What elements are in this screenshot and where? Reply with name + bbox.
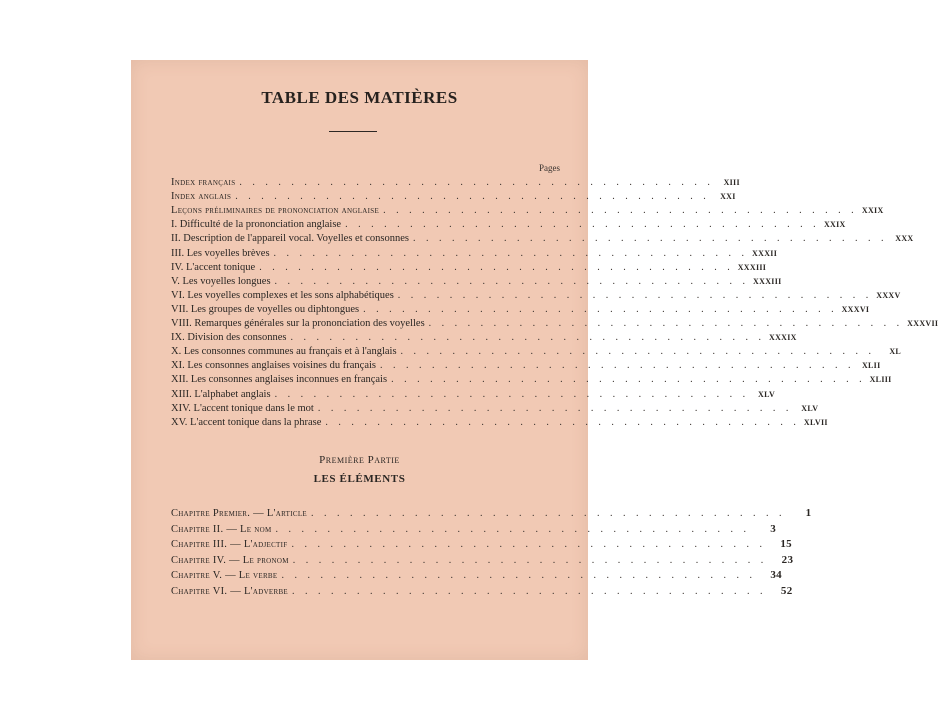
toc-entry (171, 373, 892, 386)
entry-label: XI. Les consonnes anglaises voisines du français (171, 360, 376, 372)
leader-dots: . . . . . . . . . . . . . . . . . . . . . . . . . . . . . . . . . . . . . (291, 539, 766, 551)
leader-dots: . . . . . . . . . . . . . . . . . . . . . . . . . . . . . . . . . . . . . (292, 586, 767, 597)
entry-label: IX. Division des consonnes (171, 332, 287, 344)
entry-label: VI. Les voyelles complexes et les sons alphabétiques (171, 289, 394, 301)
leader-dots: . . . . . . . . . . . . . . . . . . . . . . . . . . . . . . . . . . . . . (274, 388, 750, 400)
pages-column-header: Pages (539, 163, 560, 173)
entry-label: I. Difficulté de la prononciation anglaise (171, 219, 342, 231)
entry-label: Chapitre III. — L'adjectif (171, 539, 288, 551)
leader-dots: . . . . . . . . . . . . . . . . . . . . . . . . . . . . . . . . . . . . . (239, 177, 714, 188)
entry-label: V. Les voyelles longues (171, 275, 271, 287)
leader-dots: . . . . . . . . . . . . . . . . . . . . . . . . . . . . . . . . . . . . . (310, 508, 786, 519)
section-title: LES ÉLÉMENTS (313, 473, 406, 485)
leader-dots: . . . . . . . . . . . . . . . . . . . . . . . . . . . . . . . . . . . . . (412, 233, 888, 245)
toc-entry (171, 176, 740, 189)
entry-page-number: 1 (805, 507, 812, 519)
entry-page-number: XXI (720, 192, 736, 202)
entry-page-number: XXXVI (841, 304, 870, 314)
leader-dots: . . . . . . . . . . . . . . . . . . . . . . . . . . . . . . . . . . . . . (363, 303, 838, 315)
leader-dots: . . . . . . . . . . . . . . . . . . . . . . . . . . . . . . . . . . . . . (275, 523, 751, 535)
entry-label: VIII. Remarques générales sur la prononciation des voyelles (171, 318, 425, 329)
leader-dots: . . . . . . . . . . . . . . . . . . . . . . . . . . . . . . . . . . . . . (281, 570, 756, 582)
entry-page-number: XXXVII (907, 319, 938, 328)
leader-dots: . . . . . . . . . . . . . . . . . . . . . . . . . . . . . . . . . . . . . (292, 554, 768, 566)
leader-dots: . . . . . . . . . . . . . . . . . . . . . . . . . . . . . . . . . . . . . (400, 346, 876, 358)
chapter-entry (171, 538, 792, 551)
toc-entry (171, 247, 778, 260)
entry-page-number: XXXIII (737, 262, 767, 272)
leader-dots: . . . . . . . . . . . . . . . . . . . . . . . . . . . . . . . . . . . . . (274, 275, 750, 287)
leader-dots: . . . . . . . . . . . . . . . . . . . . . . . . . . . . . . . . . . . . . (345, 219, 820, 231)
chapter-entry (171, 522, 777, 536)
toc-entry (171, 275, 782, 288)
toc-entry (171, 345, 902, 358)
toc-entry (171, 416, 828, 429)
leader-dots: . . . . . . . . . . . . . . . . . . . . . . . . . . . . . . . . . . . . . (391, 374, 866, 386)
leader-dots: . . . . . . . . . . . . . . . . . . . . . . . . . . . . . . . . . . . . . (317, 402, 793, 414)
leader-dots: . . . . . . . . . . . . . . . . . . . . . . . . . . . . . . . . . . . . . (380, 360, 855, 372)
entry-page-number: XXXIII (753, 276, 782, 286)
title-rule (329, 131, 377, 132)
entry-label: Chapitre II. — Le nom (171, 523, 272, 535)
chapter-entry (171, 569, 782, 582)
entry-page-number: 34 (770, 569, 782, 582)
entry-label: XII. Les consonnes anglaises inconnues en français (171, 374, 388, 386)
entry-label: XIV. L'accent tonique dans le mot (171, 402, 314, 414)
entry-page-number: 52 (780, 585, 793, 597)
entry-label: IV. L'accent tonique (171, 261, 256, 273)
leader-dots: . . . . . . . . . . . . . . . . . . . . . . . . . . . . . . . . . . . . . (290, 332, 765, 344)
entry-label: III. Les voyelles brèves (171, 247, 270, 259)
entry-page-number: XLII (861, 361, 881, 371)
toc-entry (171, 402, 819, 415)
entry-page-number: XXIX (861, 206, 884, 216)
toc-entry (171, 359, 881, 372)
entry-page-number: 3 (770, 522, 777, 535)
entry-page-number: XXX (895, 234, 914, 244)
part-title (131, 454, 588, 466)
chapter-entry (171, 507, 812, 520)
leader-dots: . . . . . . . . . . . . . . . . . . . . . . . . . . . . . . . . . . . . . (325, 416, 800, 428)
entry-page-number: XXXV (876, 290, 901, 300)
entry-label: Index anglais (171, 191, 232, 203)
entry-label: II. Description de l'appareil vocal. Voyelles et consonnes (171, 233, 409, 245)
chapter-entry (171, 585, 793, 598)
toc-entry (171, 289, 901, 302)
toc-entry (171, 303, 870, 316)
toc-entry (171, 204, 884, 217)
entry-page-number: 15 (780, 538, 792, 551)
entry-page-number: XIII (723, 178, 740, 187)
entry-page-number: XLV (801, 403, 819, 413)
entry-page-number: XXIX (823, 220, 846, 230)
toc-entry (171, 331, 797, 344)
chapter-entry (171, 553, 794, 567)
leader-dots: . . . . . . . . . . . . . . . . . . . . . . . . . . . . . . . . . . . . . (397, 289, 873, 301)
entry-label: Index français (171, 177, 236, 188)
entry-label: Leçons préliminaires de prononciation anglaise (171, 205, 380, 217)
entry-page-number: XLIII (869, 375, 892, 385)
entry-label: Chapitre VI. — L'adverbe (171, 586, 289, 597)
entry-label: Chapitre Premier. — L'article (171, 508, 307, 519)
leader-dots: . . . . . . . . . . . . . . . . . . . . . . . . . . . . . . . . . . . . . (383, 205, 858, 217)
entry-label: Chapitre V. — Le verbe (171, 570, 278, 582)
entry-label: Chapitre IV. — Le pronom (171, 554, 289, 566)
toc-entry (171, 232, 914, 245)
entry-page-number: XL (889, 347, 902, 357)
toc-entry (171, 261, 767, 274)
entry-page-number: XXXIX (769, 333, 797, 343)
part-title-text: Première Partie (319, 454, 400, 466)
page-title: TABLE DES MATIÈRES (261, 88, 458, 107)
entry-label: VII. Les groupes de voyelles ou diphtongues (171, 303, 360, 315)
toc-entry (171, 317, 938, 330)
toc-entry (171, 388, 776, 401)
book-page (131, 60, 938, 660)
entry-label: X. Les consonnes communes au français et à l'anglais (171, 346, 397, 358)
entry-label: XIII. L'alphabet anglais (171, 388, 271, 400)
leader-dots: . . . . . . . . . . . . . . . . . . . . . . . . . . . . . . . . . . . . . (235, 191, 710, 203)
leader-dots: . . . . . . . . . . . . . . . . . . . . . . . . . . . . . . . . . . . . . (259, 261, 734, 273)
entry-page-number: XLVII (803, 417, 828, 427)
entry-page-number: XLV (758, 389, 776, 399)
leader-dots: . . . . . . . . . . . . . . . . . . . . . . . . . . . . . . . . . . . . . (428, 318, 904, 329)
entry-label: XV. L'accent tonique dans la phrase (171, 416, 322, 428)
entry-page-number: 23 (781, 553, 794, 566)
entry-page-number: XXXII (752, 248, 778, 258)
toc-entry (171, 218, 846, 231)
toc-entry (171, 190, 736, 203)
leader-dots: . . . . . . . . . . . . . . . . . . . . . . . . . . . . . . . . . . . . . (273, 247, 749, 259)
